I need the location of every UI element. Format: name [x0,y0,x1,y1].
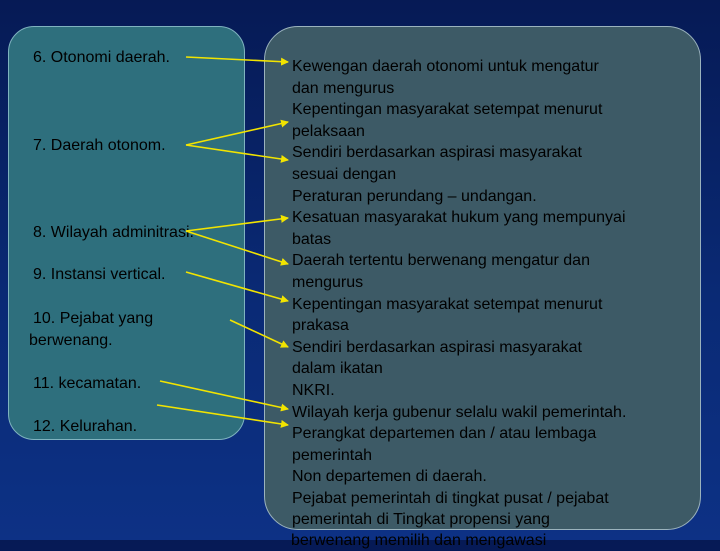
term-daerah-otonom: 7. Daerah otonom. [33,137,166,154]
term-instansi-vertical: 9. Instansi vertical. [33,266,166,283]
definition-line: Non departemen di daerah. [292,468,487,486]
definition-line: Kewengan daerah otonomi untuk mengatur [292,58,599,75]
definition-line: mengurus [292,273,364,291]
term-wilayah-adminitrasi: 8. Wilayah adminitrasi. [33,224,194,241]
definition-line: Kepentingan masyarakat setempat menurut [292,101,603,119]
term-kecamatan: 11. kecamatan. [33,375,142,392]
arrow-7 [230,320,288,347]
definition-line: pemerintah [292,446,373,464]
definition-line: NKRI. [292,381,335,399]
definition-line: Wilayah kerja gubenur selalu wakil pemerintah. [292,403,627,421]
definition-line: Kesatuan masyarakat hukum yang mempunyai [292,209,626,227]
definition-line: Pejabat pemerintah di tingkat pusat / pejabat [292,489,609,507]
definition-line: Perangkat departemen dan / atau lembaga [292,425,597,443]
definition-line: Kepentingan masyarakat setempat menurut [292,295,603,313]
definition-overflow-line: berwenang memilih dan mengawasi [291,532,547,549]
arrow-1 [186,57,288,62]
definition-line: Peraturan perundang – undangan. [292,187,537,205]
arrow-2 [186,122,288,145]
arrow-9 [157,405,288,425]
term-kelurahan: 12. Kelurahan. [33,418,138,435]
definition-line: prakasa [292,317,349,335]
term-berwenang: berwenang. [29,332,113,349]
definition-line: pemerintah di Tingkat propensi yang [292,511,550,529]
definition-line: Sendiri berdasarkan aspirasi masyarakat [292,144,582,162]
term-pejabat-yang: 10. Pejabat yang [33,310,154,327]
arrow-3 [186,145,288,160]
definition-line: dalam ikatan [292,360,383,378]
arrow-8 [160,381,288,409]
definition-line: Daerah tertentu berwenang mengatur dan [292,252,590,270]
definition-line: dan mengurus [292,79,395,97]
term-otonomi-daerah: 6. Otonomi daerah. [33,49,170,66]
definition-line: pelaksaan [292,122,365,140]
arrow-4 [186,218,288,231]
arrow-6 [186,272,288,301]
definition-line: batas [292,230,332,248]
definition-line: Sendiri berdasarkan aspirasi masyarakat [292,338,582,356]
definition-line: sesuai dengan [292,165,397,183]
arrow-5 [186,231,288,264]
